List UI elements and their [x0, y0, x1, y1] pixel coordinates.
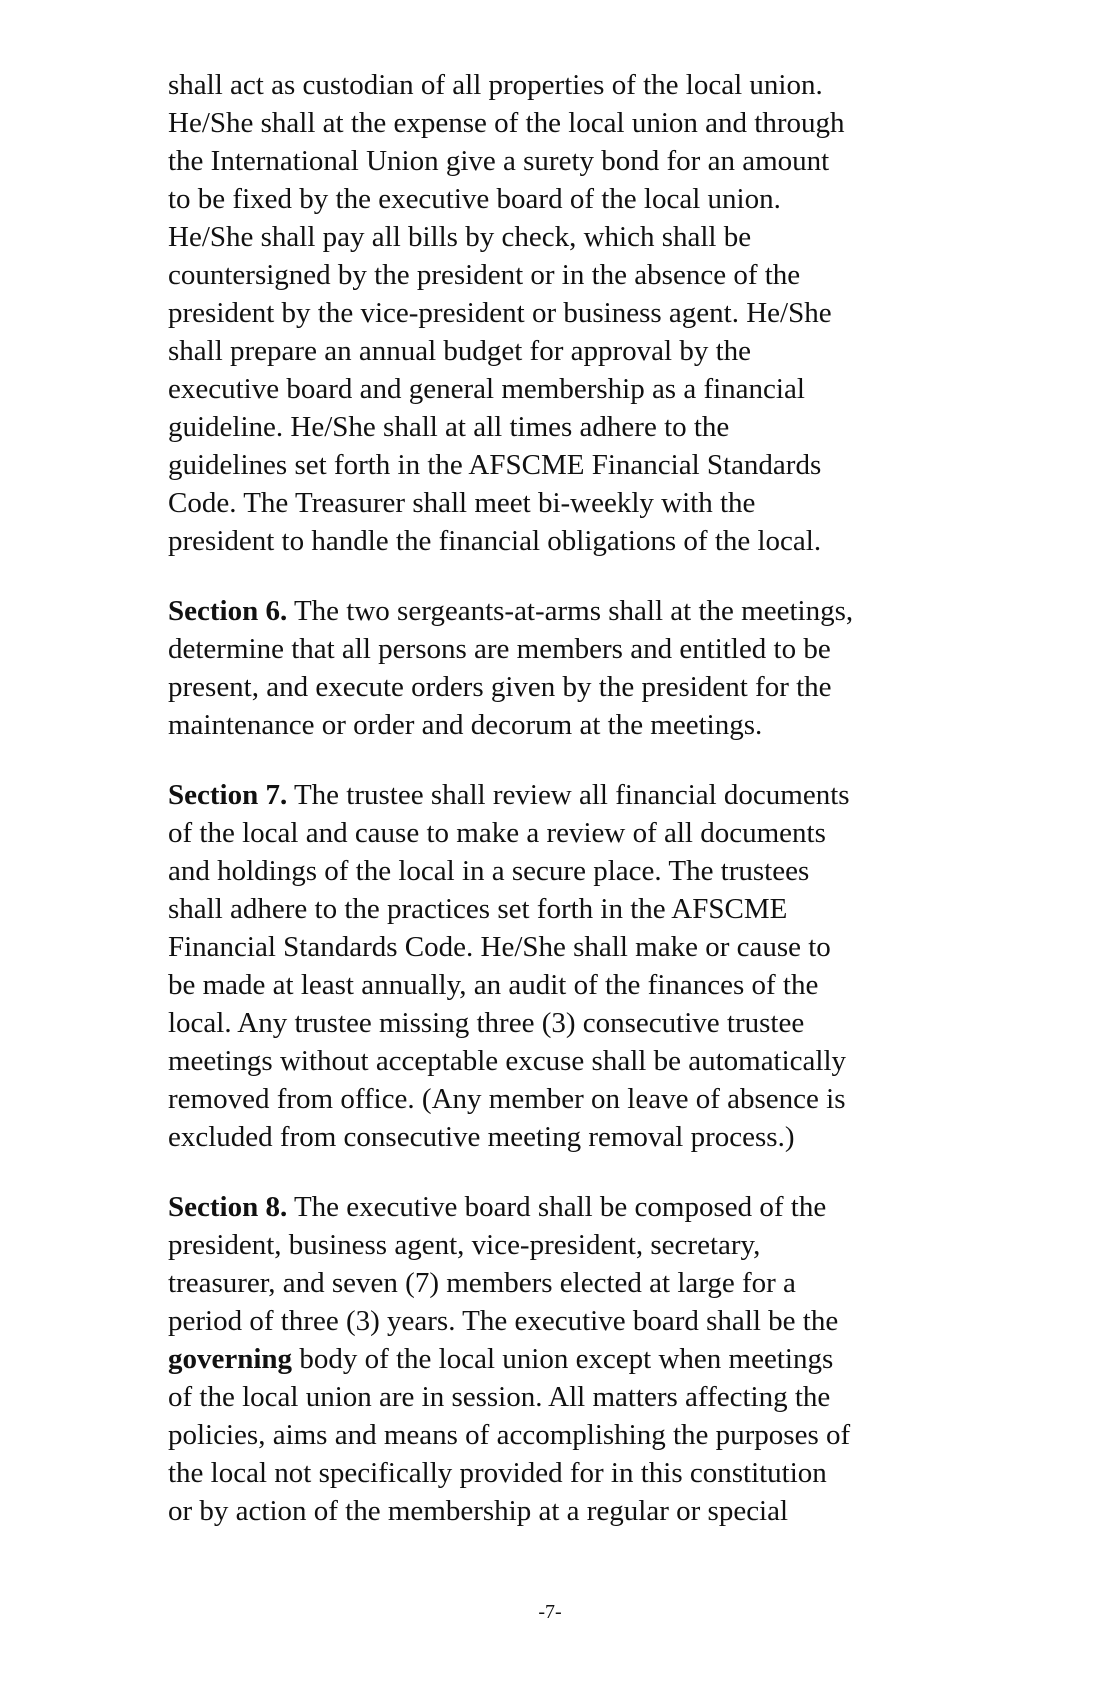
text-run: determine that all persons are members and entitled to be: [168, 633, 831, 665]
text-run: president to handle the financial obligations of the local.: [168, 525, 822, 557]
text-line: [168, 218, 968, 256]
text-run: treasurer, and seven (7) members elected at large for a: [168, 1267, 796, 1299]
text-run: shall act as custodian of all properties of the local union.: [168, 69, 823, 101]
text-line: [168, 1188, 968, 1226]
text-line: [168, 484, 968, 522]
text-line: [168, 104, 968, 142]
text-run: shall adhere to the practices set forth in the AFSCME: [168, 893, 788, 925]
text-line: [168, 1378, 968, 1416]
bold-text: Section 6.: [168, 595, 288, 627]
text-line: [168, 1454, 968, 1492]
text-line: [168, 1080, 968, 1118]
text-line: [168, 1340, 968, 1378]
text-line: [168, 776, 968, 814]
text-run: the International Union give a surety bond for an amount: [168, 145, 830, 177]
bold-text: governing: [168, 1343, 293, 1375]
text-line: [168, 66, 968, 104]
text-line: [168, 630, 968, 668]
bold-text: Section 8.: [168, 1191, 288, 1223]
text-line: [168, 1302, 968, 1340]
text-line: [168, 332, 968, 370]
text-line: [168, 592, 968, 630]
text-line: [168, 668, 968, 706]
text-line: [168, 1042, 968, 1080]
text-run: period of three (3) years. The executive board shall be the: [168, 1305, 839, 1337]
text-line: [168, 446, 968, 484]
text-line: [168, 928, 968, 966]
text-run: be made at least annually, an audit of the finances of the: [168, 969, 819, 1001]
text-run: president by the vice-president or business agent. He/She: [168, 297, 832, 329]
text-line: [168, 1492, 968, 1530]
text-run: maintenance or order and decorum at the meetings.: [168, 709, 763, 741]
text-run: president, business agent, vice-president, secretary,: [168, 1229, 761, 1261]
text-run: The trustee shall review all financial documents: [287, 779, 850, 811]
text-line: [168, 1004, 968, 1042]
text-run: Code. The Treasurer shall meet bi-weekly with the: [168, 487, 756, 519]
text-run: body of the local union except when meetings: [292, 1343, 834, 1375]
paragraph: [168, 776, 968, 1156]
text-line: [168, 966, 968, 1004]
text-run: meetings without acceptable excuse shall be automatically: [168, 1045, 847, 1077]
text-line: [168, 522, 968, 560]
text-run: of the local union are in session. All matters affecting the: [168, 1381, 831, 1413]
text-run: He/She shall at the expense of the local union and through: [168, 107, 845, 139]
text-line: [168, 814, 968, 852]
text-line: [168, 294, 968, 332]
text-run: The two sergeants-at-arms shall at the meetings,: [287, 595, 854, 627]
text-line: [168, 852, 968, 890]
text-line: [168, 706, 968, 744]
text-line: [168, 370, 968, 408]
paragraph: [168, 592, 968, 744]
text-line: [168, 1416, 968, 1454]
text-run: local. Any trustee missing three (3) consecutive trustee: [168, 1007, 805, 1039]
text-run: He/She shall pay all bills by check, which shall be: [168, 221, 752, 253]
text-run: the local not specifically provided for in this constitution: [168, 1457, 827, 1489]
text-run: removed from office. (Any member on leave of absence is: [168, 1083, 846, 1115]
text-line: [168, 1264, 968, 1302]
text-run: to be fixed by the executive board of the local union.: [168, 183, 781, 215]
text-run: and holdings of the local in a secure place. The trustees: [168, 855, 810, 887]
text-run: Financial Standards Code. He/She shall make or cause to: [168, 931, 831, 963]
text-run: countersigned by the president or in the absence of the: [168, 259, 801, 291]
text-run: The executive board shall be composed of the: [287, 1191, 827, 1223]
page-number: -7-: [538, 1601, 562, 1623]
text-line: [168, 890, 968, 928]
paragraph: [168, 66, 968, 560]
text-run: guideline. He/She shall at all times adhere to the: [168, 411, 730, 443]
text-run: excluded from consecutive meeting removal process.): [168, 1121, 795, 1153]
text-line: [168, 256, 968, 294]
text-line: [168, 142, 968, 180]
text-line: [168, 1118, 968, 1156]
bold-text: Section 7.: [168, 779, 288, 811]
paragraph: [168, 1188, 968, 1530]
text-line: [168, 408, 968, 446]
text-run: policies, aims and means of accomplishing the purposes of: [168, 1419, 851, 1451]
text-line: [168, 180, 968, 218]
text-run: guidelines set forth in the AFSCME Financial Standards: [168, 449, 822, 481]
text-run: or by action of the membership at a regular or special: [168, 1495, 789, 1527]
text-line: [168, 1226, 968, 1264]
text-run: of the local and cause to make a review of all documents: [168, 817, 826, 849]
document-body: [168, 66, 968, 1562]
text-run: present, and execute orders given by the president for the: [168, 671, 832, 703]
text-run: executive board and general membership as a financial: [168, 373, 805, 405]
text-run: shall prepare an annual budget for approval by the: [168, 335, 752, 367]
